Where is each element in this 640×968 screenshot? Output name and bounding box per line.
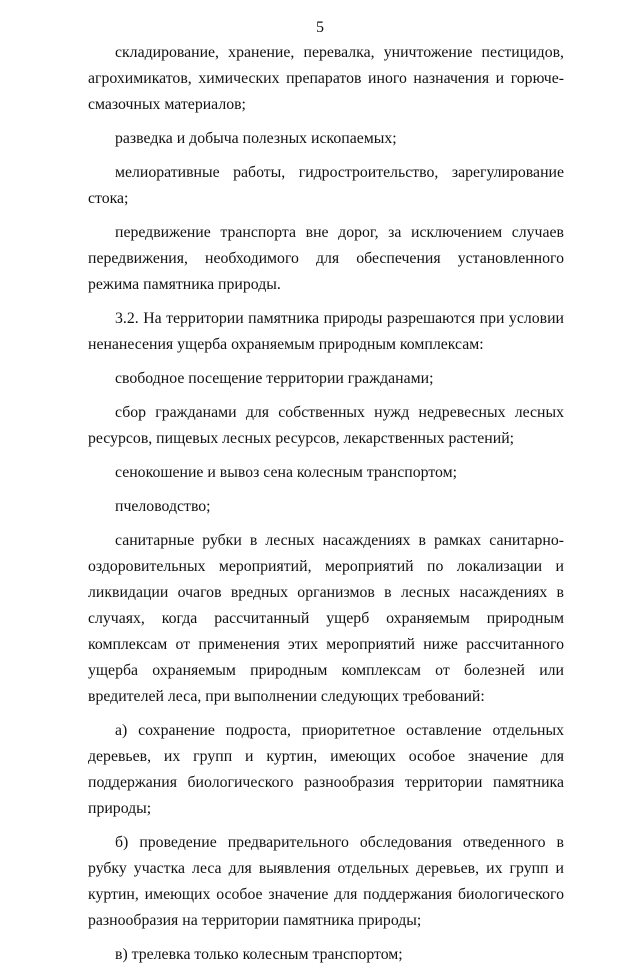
paragraph-storage-pesticides: складирование, хранение, перевалка, уничтожение пестицидов, агрохимикатов, химических препаратов иного назначения и горюче-смазочных материалов; bbox=[88, 44, 564, 113]
paragraph-resource-gathering: сбор гражданами для собственных нужд недревесных лесных ресурсов, пищевых лесных ресурсов, лекарственных растений; bbox=[88, 404, 564, 447]
paragraph-offroad-transport: передвижение транспорта вне дорог, за исключением случаев передвижения, необходимого для обеспечения установленного режима памятника природы. bbox=[88, 224, 564, 293]
page-number: 5 bbox=[316, 19, 324, 36]
list-item-v: в) трелевка только колесным транспортом; bbox=[115, 946, 403, 963]
paragraph-free-visit: свободное посещение территории гражданами; bbox=[115, 370, 434, 387]
paragraph-melioration-works: мелиоративные работы, гидростроительство, зарегулирование стока; bbox=[88, 164, 564, 207]
paragraph-mineral-exploration: разведка и добыча полезных ископаемых; bbox=[115, 130, 397, 147]
document-body bbox=[88, 40, 564, 968]
list-item-a: а) сохранение подроста, приоритетное оставление отдельных деревьев, их групп и куртин, имеющих особое значение для поддержания биологического разнообразия территории памятника природы; bbox=[88, 722, 564, 817]
paragraph-sanitary-felling: санитарные рубки в лесных насаждениях в рамках санитарно-оздоровительных мероприятий, мероприятий по локализации и ликвидации очагов вредных организмов в лесных насаждениях в случаях, когда рассчитанный ущерб охраняемым природным комплексам от применения этих мероприятий ниже рассчитанного ущерба охраняемым природным комплексам от болезней или вредителей леса, при выполнении следующих требований: bbox=[88, 532, 564, 705]
paragraph-beekeeping: пчеловодство; bbox=[115, 498, 211, 515]
paragraph-section-3-2: 3.2. На территории памятника природы разрешаются при условии ненанесения ущерба охраняемым природным комплексам: bbox=[88, 310, 564, 353]
paragraph-haymaking: сенокошение и вывоз сена колесным транспортом; bbox=[115, 464, 457, 481]
list-item-b: б) проведение предварительного обследования отведенного в рубку участка леса для выявления отдельных деревьев, их групп и куртин, имеющих особое значение для поддержания биологического разнообразия на территории памятника природы; bbox=[88, 834, 564, 929]
